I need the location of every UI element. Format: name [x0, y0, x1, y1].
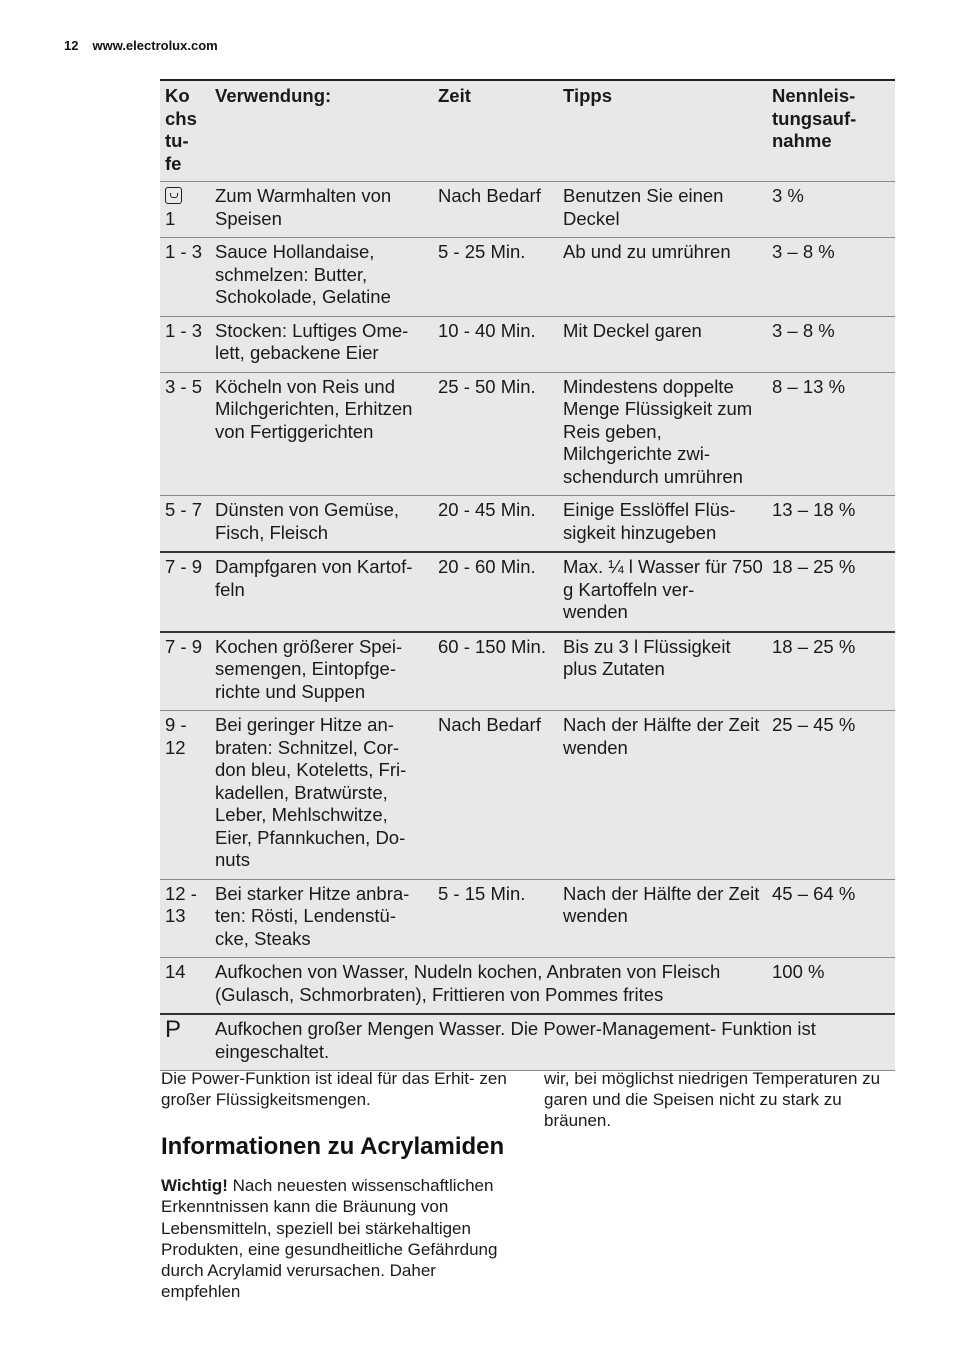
- tips-cell: Nach der Hälfte der Zeit wenden: [558, 711, 767, 880]
- tips-cell: Einige Esslöffel Flüs- sigkeit hinzugeben: [558, 496, 767, 553]
- table-row: [160, 711, 895, 880]
- tips-cell: Benutzen Sie einen Deckel: [558, 182, 767, 238]
- important-paragraph: [161, 1175, 511, 1303]
- time-cell: 5 - 15 Min.: [433, 879, 558, 958]
- col-header-time: Zeit: [433, 80, 558, 182]
- power-cell: 18 – 25 %: [767, 552, 895, 632]
- table-row: [160, 238, 895, 317]
- keep-warm-icon: [165, 187, 182, 204]
- stufe-cell: 14: [160, 958, 210, 1015]
- use-cell: Zum Warmhalten von Speisen: [210, 182, 433, 238]
- acrylamide-recommendation: wir, bei möglichst niedrigen Temperaturen zu garen und die Speisen nicht zu stark zu bräunen.: [544, 1069, 881, 1130]
- table-row: [160, 552, 895, 632]
- use-cell: Bei starker Hitze anbra- ten: Rösti, Lendenstü- cke, Steaks: [210, 879, 433, 958]
- use-cell: Stocken: Luftiges Ome- lett, gebackene Eier: [210, 316, 433, 372]
- stufe-cell: 5 - 7: [160, 496, 210, 553]
- power-cell: 13 – 18 %: [767, 496, 895, 553]
- stufe-cell: 7 - 9: [160, 552, 210, 632]
- important-text: Nach neuesten wissenschaftlichen Erkenntnissen kann die Bräunung von Lebensmitteln, speziell bei stärkehaltigen Produkten, eine gesundheitliche Gefährdung durch Acrylamid verursachen. Daher empfehlen: [161, 1176, 498, 1302]
- section-title: Informationen zu Acrylamiden: [161, 1133, 505, 1160]
- use-cell: Aufkochen großer Mengen Wasser. Die Power-Management- Funktion ist eingeschaltet.: [210, 1014, 895, 1071]
- tips-cell: Nach der Hälfte der Zeit wenden: [558, 879, 767, 958]
- use-cell: Bei geringer Hitze an- braten: Schnitzel, Cor- don bleu, Koteletts, Fri- kadellen, Bratwürste, Leber, Mehlschwitze, Eier, Pfannkuchen, Do- nuts: [210, 711, 433, 880]
- page-number: 12: [64, 38, 79, 53]
- stufe-cell: 12 - 13: [160, 879, 210, 958]
- tips-cell: Ab und zu umrühren: [558, 238, 767, 317]
- stufe-cell: 1 - 3: [160, 238, 210, 317]
- use-cell: Köcheln von Reis und Milchgerichten, Erhitzen von Fertiggerichten: [210, 372, 433, 496]
- power-cell: 45 – 64 %: [767, 879, 895, 958]
- table-row: [160, 372, 895, 496]
- col-header-power: Nennleis- tungsauf- nahme: [767, 80, 895, 182]
- power-note: Die Power-Funktion ist ideal für das Erhit- zen großer Flüssigkeitsmengen.: [161, 1069, 507, 1109]
- power-cell: 18 – 25 %: [767, 632, 895, 711]
- stufe-cell: 9 - 12: [160, 711, 210, 880]
- use-cell: Dampfgaren von Kartof- feln: [210, 552, 433, 632]
- time-cell: Nach Bedarf: [433, 711, 558, 880]
- tips-cell: Max. ¼ l Wasser für 750 g Kartoffeln ver- wenden: [558, 552, 767, 632]
- power-cell: 100 %: [767, 958, 895, 1015]
- site-url: www.electrolux.com: [92, 38, 218, 53]
- time-cell: 5 - 25 Min.: [433, 238, 558, 317]
- time-cell: 25 - 50 Min.: [433, 372, 558, 496]
- cooking-level-table: [160, 79, 895, 1071]
- use-cell: Dünsten von Gemüse, Fisch, Fleisch: [210, 496, 433, 553]
- table-row: [160, 879, 895, 958]
- table-row: [160, 958, 895, 1015]
- time-cell: 20 - 60 Min.: [433, 552, 558, 632]
- power-cell: 25 – 45 %: [767, 711, 895, 880]
- time-cell: 10 - 40 Min.: [433, 316, 558, 372]
- use-cell: Aufkochen von Wasser, Nudeln kochen, Anbraten von Fleisch (Gulasch, Schmorbraten), Frittieren von Pommes frites: [210, 958, 767, 1015]
- col-header-use: Verwendung:: [210, 80, 433, 182]
- tips-cell: Mit Deckel garen: [558, 316, 767, 372]
- important-label: Wichtig!: [161, 1176, 228, 1195]
- power-boost-icon: P: [160, 1014, 210, 1071]
- power-cell: 3 %: [767, 182, 895, 238]
- table-header-row: [160, 80, 895, 182]
- stufe-cell: 3 - 5: [160, 372, 210, 496]
- power-cell: 3 – 8 %: [767, 316, 895, 372]
- power-cell: 3 – 8 %: [767, 238, 895, 317]
- stufe-cell: [160, 182, 210, 238]
- table-row: [160, 182, 895, 238]
- time-cell: 60 - 150 Min.: [433, 632, 558, 711]
- use-cell: Sauce Hollandaise, schmelzen: Butter, Schokolade, Gelatine: [210, 238, 433, 317]
- tips-cell: Bis zu 3 l Flüssigkeit plus Zutaten: [558, 632, 767, 711]
- stufe-value: 1: [165, 207, 176, 229]
- col-header-stufe: Ko chs tu- fe: [160, 80, 210, 182]
- stufe-cell: 1 - 3: [160, 316, 210, 372]
- stufe-cell: 7 - 9: [160, 632, 210, 711]
- col-header-tips: Tipps: [558, 80, 767, 182]
- time-cell: Nach Bedarf: [433, 182, 558, 238]
- table-row: [160, 496, 895, 553]
- use-cell: Kochen größerer Spei- semengen, Eintopfge- richte und Suppen: [210, 632, 433, 711]
- table-row: [160, 316, 895, 372]
- power-cell: 8 – 13 %: [767, 372, 895, 496]
- page-header: [64, 38, 218, 53]
- tips-cell: Mindestens doppelte Menge Flüssigkeit zum Reis geben, Milchgerichte zwi- schendurch umrühren: [558, 372, 767, 496]
- table-row: [160, 632, 895, 711]
- time-cell: 20 - 45 Min.: [433, 496, 558, 553]
- table-row: [160, 1014, 895, 1071]
